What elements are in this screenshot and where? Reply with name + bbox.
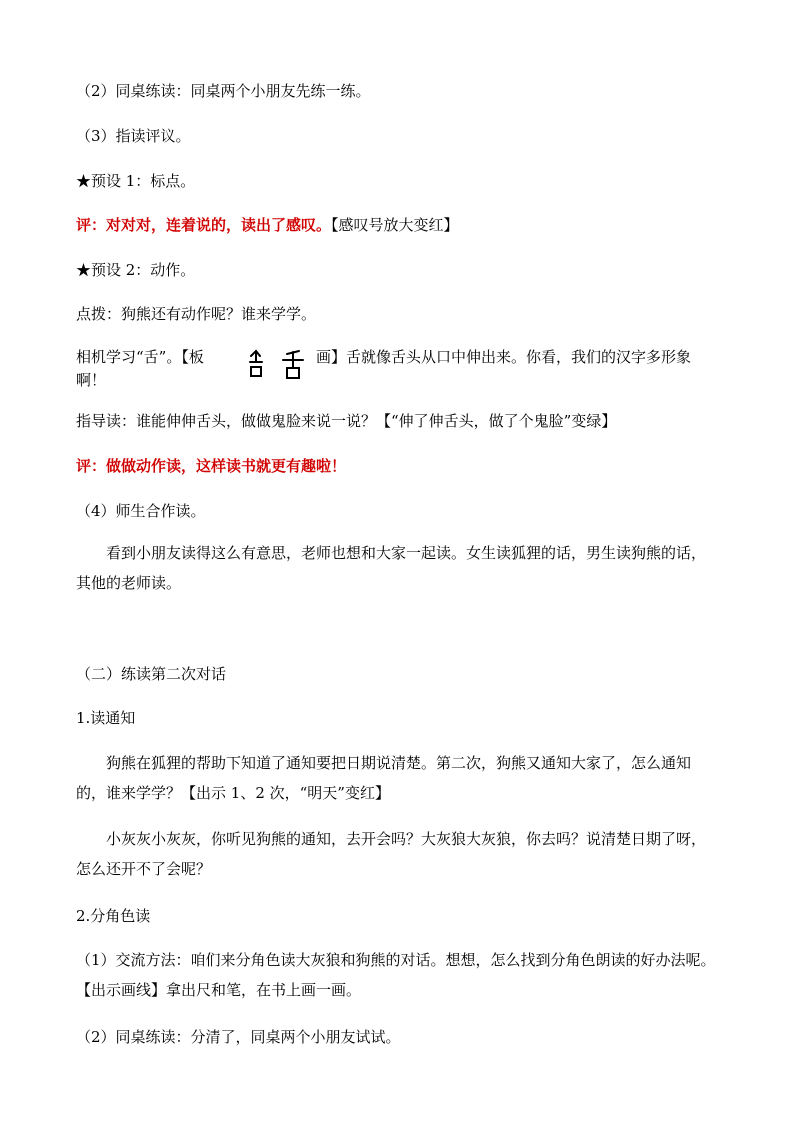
subheading-read-notice: 1.读通知: [76, 709, 136, 727]
line-preset-1: ★预设 1：标点。: [76, 172, 196, 190]
line-guided-read: 指导读：谁能伸伸舌头，做做鬼脸来说一说？【“伸了伸舌头，做了个鬼脸”变绿】: [76, 412, 617, 430]
comment-note: 【感叹号放大变红】: [331, 216, 459, 234]
line-learn-she-a: 相机学习“舌”。【板: [76, 348, 204, 366]
line-learn-she-c: 啊！: [76, 371, 107, 389]
line-pair-try: （2）同桌练读：分清了，同桌两个小朋友试试。: [76, 1028, 401, 1046]
comment-punctuation: [76, 214, 459, 236]
line-pair-practice: （2）同桌练读：同桌两个小朋友先练一练。: [76, 82, 371, 100]
paragraph-read-together: 看到小朋友读得这么有意思，老师也想和大家一起读。女生读狐狸的话，男生读狗熊的话，其他的老师读。: [76, 544, 707, 592]
comment-action: 评：做做动作读，这样读书就更有趣啦！: [76, 457, 347, 475]
line-teacher-student: （4）师生合作读。: [76, 502, 206, 520]
paragraph-method: （1）交流方法：咱们来分角色读大灰狼和狗熊的对话。想想，怎么找到分角色朗读的好办法呢。【出示画线】拿出尺和笔，在书上画一画。: [76, 951, 716, 999]
line-review: （3）指读评议。: [76, 127, 191, 145]
comment-text: 评：对对对，连着说的，读出了感叹。: [76, 216, 332, 234]
line-preset-2: ★预设 2：动作。: [76, 261, 196, 279]
she-character-evolution-icon: [247, 348, 307, 382]
section-heading-2: （二）练读第二次对话: [76, 665, 227, 683]
line-learn-she-b: 画】舌就像舌头从口中伸出来。你看，我们的汉字多形象: [316, 348, 692, 366]
subheading-role-reading: 2.分角色读: [76, 907, 151, 925]
line-hint: 点拨：狗熊还有动作呢？谁来学学。: [76, 305, 317, 323]
paragraph-question: 小灰灰小灰灰，你听见狗熊的通知，去开会吗？大灰狼大灰狼，你去吗？说清楚日期了呀，怎么还开不了会呢？: [76, 830, 707, 878]
paragraph-notice: 狗熊在狐狸的帮助下知道了通知要把日期说清楚。第二次，狗熊又通知大家了，怎么通知的，谁来学学？【出示 1、2 次，“明天”变红】: [76, 754, 692, 802]
